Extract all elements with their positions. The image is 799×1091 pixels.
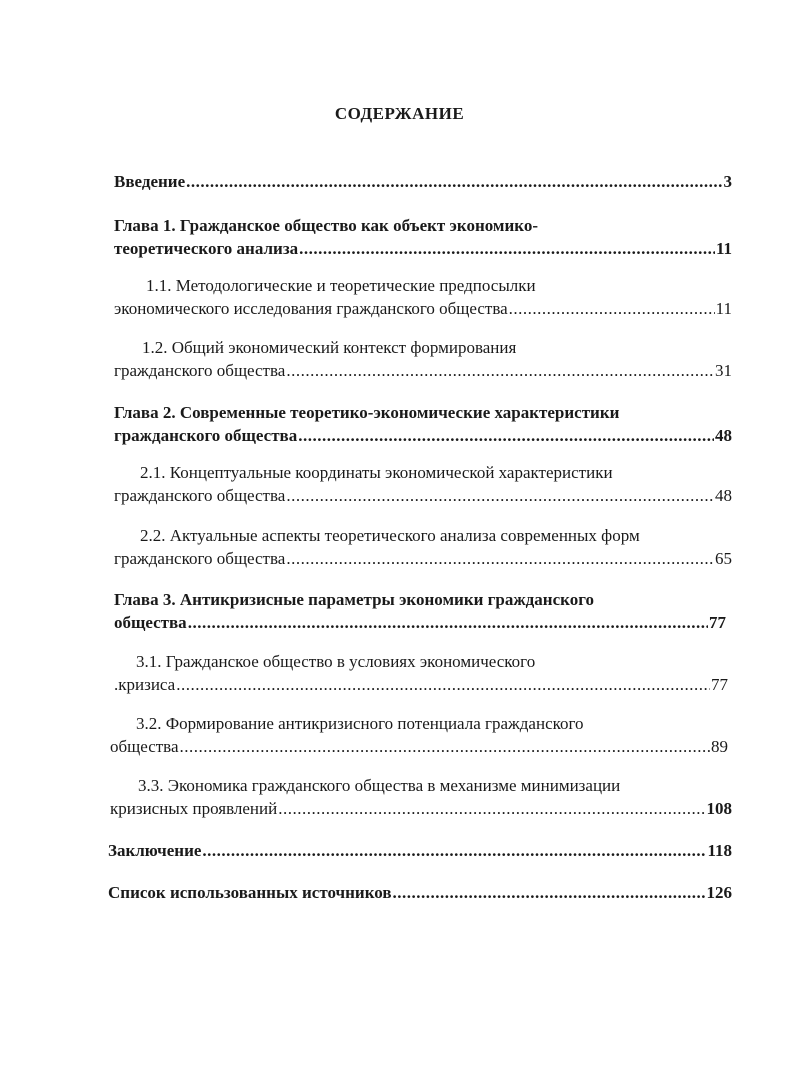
toc-page-number: 89 xyxy=(711,737,728,756)
toc-entry-line xyxy=(114,547,732,570)
toc-page-number: 118 xyxy=(707,841,732,860)
toc-page-number: 31 xyxy=(715,361,732,380)
toc-entry-line xyxy=(114,484,732,507)
toc-entry-chapter-2 xyxy=(114,401,732,447)
toc-leader-dots xyxy=(509,297,715,320)
page-title: СОДЕРЖАНИЕ xyxy=(334,104,465,123)
toc-leader-dots xyxy=(393,881,706,904)
toc-entry-heading: 3.2. Формирование антикризисного потенциала гражданского xyxy=(136,714,584,733)
toc-leader-dots xyxy=(180,735,710,758)
toc-entry-conclusion xyxy=(108,839,732,862)
toc-leader-dots xyxy=(202,839,706,862)
toc-entry-label: теоретического анализа xyxy=(114,239,299,258)
toc-entry-chapter-3 xyxy=(114,588,726,634)
toc-entry-heading: 2.2. Актуальные аспекты теоретического анализа современных форм xyxy=(140,526,640,545)
toc-leader-dots xyxy=(286,547,714,570)
toc-entry-line xyxy=(114,359,732,382)
toc-entry-section-3-3 xyxy=(110,774,732,820)
toc-page-number: 108 xyxy=(706,799,732,818)
toc-leader-dots xyxy=(286,359,714,382)
toc-page-number: 48 xyxy=(715,426,732,445)
toc-entry-heading: Глава 1. Гражданское общество как объект экономико- xyxy=(114,216,539,235)
toc-page-number: 77 xyxy=(709,613,726,632)
toc-entry-label: Заключение xyxy=(108,841,202,860)
toc-leader-dots xyxy=(286,484,714,507)
toc-entry-section-3-2 xyxy=(110,712,728,758)
toc-leader-dots xyxy=(186,170,722,193)
toc-page-number: 3 xyxy=(723,172,732,191)
toc-entry-heading: Глава 3. Антикризисные параметры экономики гражданского xyxy=(114,590,594,609)
toc-entry-heading: 2.1. Концептуальные координаты экономической характеристики xyxy=(140,463,613,482)
toc-leader-dots xyxy=(299,237,715,260)
toc-entry-line xyxy=(108,839,732,862)
toc-page-number: 65 xyxy=(715,549,732,568)
toc-entry-label: общества xyxy=(114,613,187,632)
toc-entry-label: Введение xyxy=(114,172,186,191)
toc-page-number: 48 xyxy=(715,486,732,505)
toc-entry-label: гражданского общества xyxy=(114,361,286,380)
toc-entry-section-1-1 xyxy=(114,274,732,320)
toc-entry-line xyxy=(108,881,732,904)
toc-entry-line xyxy=(114,170,732,193)
toc-entry-line xyxy=(110,735,728,758)
toc-entry-references xyxy=(108,881,732,904)
toc-leader-dots xyxy=(188,611,708,634)
toc-entry-line xyxy=(114,673,728,696)
toc-entry-heading: Глава 2. Современные теоретико-экономические характеристики xyxy=(114,403,620,422)
toc-entry-label: общества xyxy=(110,737,179,756)
toc-entry-introduction xyxy=(114,170,732,193)
toc-entry-label: гражданского общества xyxy=(114,549,286,568)
toc-entry-label: гражданского общества xyxy=(114,426,298,445)
toc-entry-heading: 3.3. Экономика гражданского общества в механизме минимизации xyxy=(138,776,621,795)
toc-entry-chapter-1 xyxy=(114,214,732,260)
toc-entry-label: Список использованных источников xyxy=(108,883,392,902)
toc-page-number: 77 xyxy=(711,675,728,694)
toc-page-number: 11 xyxy=(715,299,732,318)
toc-entry-section-3-1 xyxy=(114,650,728,696)
toc-leader-dots xyxy=(176,673,710,696)
toc-leader-dots xyxy=(298,424,714,447)
toc-entry-heading: 1.2. Общий экономический контекст формирования xyxy=(142,338,517,357)
toc-entry-line xyxy=(114,424,732,447)
toc-leader-dots xyxy=(278,797,705,820)
toc-entry-line xyxy=(114,297,732,320)
toc-page-number: 11 xyxy=(715,239,732,258)
toc-entry-heading: 3.1. Гражданское общество в условиях экономического xyxy=(136,652,536,671)
toc-entry-label: кризисных проявлений xyxy=(110,799,278,818)
toc-entry-section-2-1 xyxy=(114,461,732,507)
toc-entry-section-1-2 xyxy=(114,336,732,382)
toc-entry-label: .кризиса xyxy=(114,675,176,694)
toc-entry-section-2-2 xyxy=(114,524,732,570)
toc-entry-line xyxy=(114,611,726,634)
toc-entry-label: гражданского общества xyxy=(114,486,286,505)
toc-entry-label: экономического исследования гражданского общества xyxy=(114,299,508,318)
toc-entry-heading: 1.1. Методологические и теоретические предпосылки xyxy=(146,276,536,295)
toc-entry-line xyxy=(110,797,732,820)
toc-entry-line xyxy=(114,237,732,260)
toc-page-number: 126 xyxy=(706,883,732,902)
